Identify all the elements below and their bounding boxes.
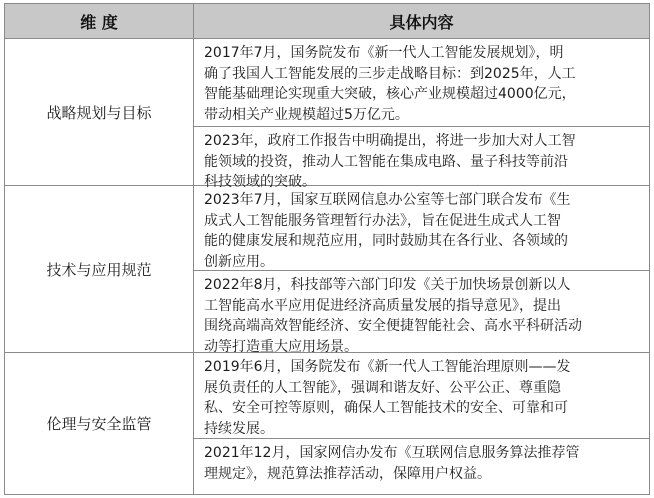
content-line: 工智能高水平应用促进经济高质量发展的指导意见》，提出 — [204, 297, 561, 314]
content-item — [194, 439, 649, 494]
table-group-technology — [5, 186, 649, 353]
content-line: 带动相关产业规模超过5万亿元。 — [204, 106, 409, 123]
content-cell-group — [194, 39, 649, 190]
dimension-cell: 伦理与安全监管 — [5, 353, 194, 494]
policy-table — [4, 3, 650, 495]
content-line: 2021年12月，国家网信办发布《互联网信息服务算法推荐管 — [204, 445, 580, 461]
header-dimension: 维 度 — [5, 4, 194, 38]
content-line: 私、安全可控等原则，确保人工智能技术的安全、可靠和可 — [204, 400, 568, 416]
content-item — [194, 353, 649, 439]
content-line: 2019年6月，国务院发布《新一代人工智能治理原则——发 — [204, 359, 571, 375]
dimension-cell: 战略规划与目标 — [5, 39, 194, 185]
content-item — [194, 39, 649, 127]
content-line: 展负责任的人工智能》，强调和谐友好、公平公正、尊重隐 — [204, 379, 561, 396]
dimension-cell: 技术与应用规范 — [5, 186, 194, 352]
content-line: 2023年7月，国家互联网信息办公室等七部门联合发布《生 — [204, 192, 571, 208]
content-line: 动等打造重大应用场景。 — [204, 338, 358, 355]
table-group-strategy — [5, 39, 649, 190]
content-line: 确了我国人工智能发展的三步走战略目标：到2025年，人工 — [204, 65, 576, 82]
content-line: 2022年8月，科技部等六部门印发《关于加快场景创新以人 — [204, 277, 571, 293]
content-item — [194, 271, 649, 353]
content-line: 成式人工智能服务管理暂行办法》，旨在促进生成式人工智 — [204, 212, 561, 229]
content-line: 科技领域的突破。 — [204, 174, 316, 190]
content-line: 创新应用。 — [204, 253, 274, 270]
content-cell-group — [194, 353, 649, 494]
content-line: 智能基础理论实现重大突破，核心产业规模超过4000亿元， — [204, 86, 576, 102]
content-line: 持续发展。 — [204, 420, 274, 437]
content-cell-group — [194, 186, 649, 355]
header-content: 具体内容 — [389, 12, 454, 32]
content-line: 理规定》，规范算法推荐活动，保障用户权益。 — [204, 465, 491, 482]
content-line: 2017年7月，国务院发布《新一代人工智能发展规划》，明 — [204, 45, 564, 61]
table-header — [5, 4, 649, 39]
content-line: 能领域的投资，推动人工智能在集成电路、量子科技等前沿 — [204, 153, 568, 170]
content-line: 2023年，政府工作报告中明确提出，将进一步加大对人工智 — [204, 133, 576, 149]
content-item — [194, 186, 649, 271]
content-item — [194, 127, 649, 190]
content-line: 围绕高端高效智能经济、安全便捷智能社会、高水平科研活动 — [204, 318, 582, 334]
table-group-ethics — [5, 353, 649, 494]
content-line: 能的健康发展和规范应用，同时鼓励其在各行业、各领域的 — [204, 233, 568, 249]
